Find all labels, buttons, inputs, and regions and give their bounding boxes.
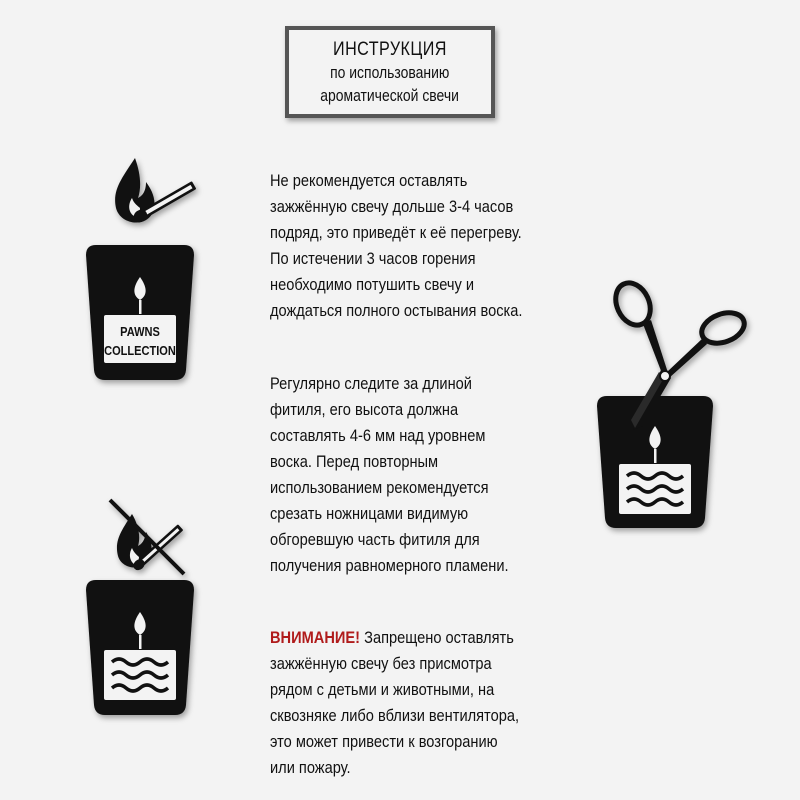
warning-label: ВНИМАНИЕ! <box>270 628 361 647</box>
title-main: ИНСТРУКЦИЯ <box>333 38 447 60</box>
label-line-1: PAWNS <box>120 324 160 340</box>
no-fire-icon <box>102 496 197 576</box>
paragraph-burn-time: Не рекомендуется оставлять зажжённую свечу дольше 3-4 часов подряд, это приведёт к её перегреву. По истечении 3 часов горения необходимо потушить свечу и дождаться полного остывания воска. <box>270 171 523 320</box>
label-line-2: COLLECTION <box>104 343 176 359</box>
scissors-candle-icon <box>595 280 755 530</box>
warning-text: Запрещено оставлять зажжённую свечу без присмотра рядом с детьми и животными, на сквозняке либо вблизи вентилятора, это может привести к возгоранию или пожару. <box>270 628 520 777</box>
paragraph-wick-length: Регулярно следите за длиной фитиля, его высота должна составлять 4-6 мм над уровнем воска. Перед повторным использованием рекомендуется срезать ножницами видимую обгоревшую часть фитиля для получения равномерного пламени. <box>270 374 509 575</box>
paragraph-warning <box>270 625 528 781</box>
instruction-title-box <box>285 26 495 118</box>
title-line-3: ароматической свечи <box>320 85 460 105</box>
match-flame-icon <box>100 150 200 230</box>
title-line-2: по использованию <box>330 62 450 82</box>
candle-wax-icon <box>80 580 200 715</box>
candle-label-icon <box>80 245 200 380</box>
